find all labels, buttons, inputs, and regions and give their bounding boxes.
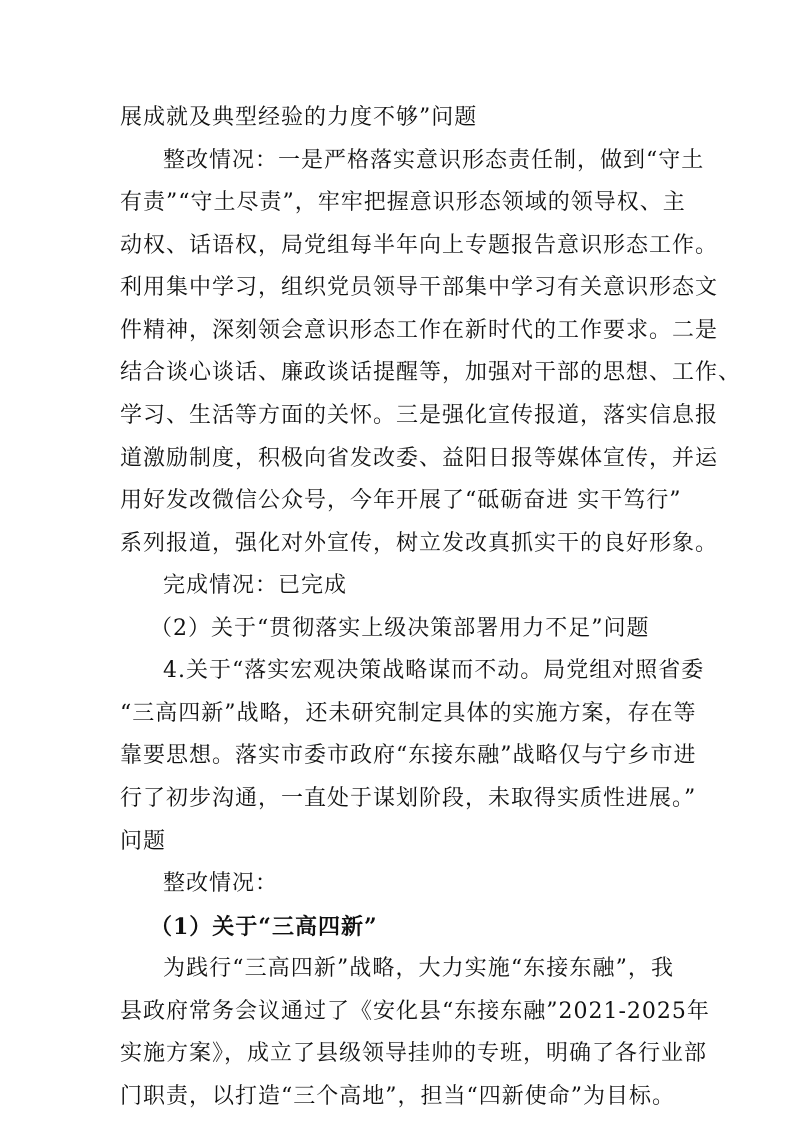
text-line: 门职责，以打造“三个高地”，担当“四新使命”为目标。 bbox=[120, 1084, 675, 1109]
text-line: 问题 bbox=[120, 829, 167, 854]
text-line: 实施方案》，成立了县级领导挂帅的专班，明确了各行业部 bbox=[120, 1041, 708, 1066]
text-line: 用好发改微信公众号，今年开展了“砥砺奋进 实干笃行” bbox=[120, 488, 682, 513]
text-line: 有责”“守土尽责”，牢牢把握意识形态领域的领导权、主 bbox=[120, 190, 686, 215]
text-line: 件精神，深刻领会意识形态工作在新时代的工作要求。二是 bbox=[120, 318, 719, 343]
section-heading: （2）关于“贯彻落实上级决策部署用力不足”问题 bbox=[150, 616, 650, 641]
text-line: 学习、生活等方面的关怀。三是强化宣传报道，落实信息报 bbox=[120, 403, 719, 428]
text-line: 利用集中学习，组织党员领导干部集中学习有关意识形态文 bbox=[120, 275, 719, 300]
rectification-label: 整改情况： bbox=[163, 871, 279, 896]
text-line: 结合谈心谈话、廉政谈话提醒等，加强对干部的思想、工作、 bbox=[120, 360, 742, 385]
text-line: 4.关于“落实宏观决策战略谋而不动。局党组对照省委 bbox=[163, 658, 705, 683]
text-line: 道激励制度，积极向省发改委、益阳日报等媒体宣传，并运 bbox=[120, 446, 719, 471]
text-line: 系列报道，强化对外宣传，树立发改真抓实干的良好形象。 bbox=[120, 531, 719, 556]
text-line: 县政府常务会议通过了《安化县“东接东融”2021-2025年 bbox=[120, 999, 710, 1024]
completion-status: 完成情况：已完成 bbox=[163, 573, 348, 598]
text-line: 靠要思想。落实市委市政府“东接东融”战略仅与宁乡市进 bbox=[120, 743, 697, 768]
text-line: 展成就及典型经验的力度不够”问题 bbox=[120, 105, 478, 130]
text-line: 为践行“三高四新”战略，大力实施“东接东融”，我 bbox=[163, 956, 674, 981]
text-line: “三高四新”战略，还未研究制定具体的实施方案，存在等 bbox=[120, 701, 697, 726]
text-line: 行了初步沟通，一直处于谋划阶段，未取得实质性进展。” bbox=[120, 786, 697, 811]
text-line: 动权、话语权，局党组每半年向上专题报告意识形态工作。 bbox=[120, 233, 719, 258]
subsection-heading: （1）关于“三高四新” bbox=[150, 914, 378, 940]
text-line: 整改情况：一是严格落实意识形态责任制，做到“守土 bbox=[163, 148, 705, 173]
